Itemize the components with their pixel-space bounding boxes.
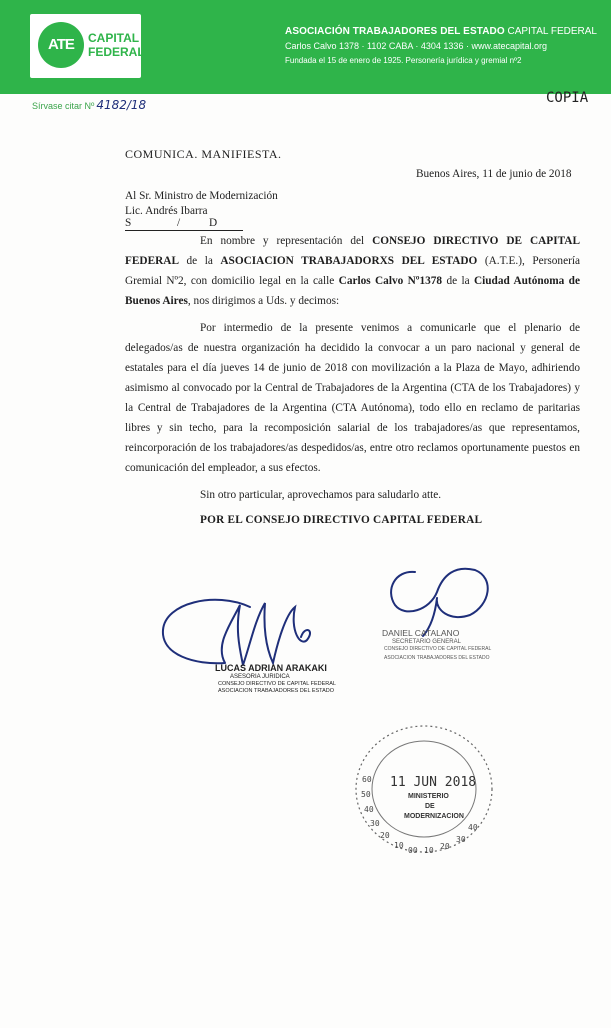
logo-branch-text: [88, 31, 145, 59]
stamp-line-1: MINISTERIO: [408, 793, 449, 800]
signature-right-org2: ASOCIACION TRABAJADORES DEL ESTADO: [384, 655, 490, 661]
cite-number: 4182/18: [96, 98, 147, 112]
cite-label: Sírvase citar Nº: [32, 101, 95, 111]
svg-text:50: 50: [361, 790, 371, 799]
stamp-date: 11 JUN 2018: [390, 775, 477, 790]
logo-line-2: FEDERAL: [88, 45, 145, 59]
signature-left-org2: ASOCIACION TRABAJADORES DEL ESTADO: [218, 688, 335, 694]
letter-subject: COMUNICA. MANIFIESTA.: [125, 147, 282, 161]
signature-left-name: LUCAS ADRIAN ARAKAKI: [215, 663, 327, 673]
svg-text:20: 20: [440, 842, 450, 851]
p1-text-a: En nombre y representación del: [200, 235, 373, 247]
signature-left-role: ASESORIA JURIDICA: [230, 674, 290, 680]
p1-council: CONSEJO DIRECTIVO DE CAPITAL FEDERAL: [125, 235, 580, 267]
svg-text:00: 00: [408, 846, 418, 855]
p1-text-g: de la: [442, 275, 474, 287]
signature-left-org1: CONSEJO DIRECTIVO DE CAPITAL FEDERAL: [218, 681, 336, 687]
signature-right-name: DANIEL CATALANO: [382, 628, 460, 638]
svg-text:40: 40: [364, 805, 374, 814]
org-branch: CAPITAL FEDERAL: [507, 26, 597, 37]
cite-reference: [32, 98, 146, 112]
logo-line-1: CAPITAL: [88, 31, 140, 45]
recipient-name: Lic. Andrés Ibarra: [125, 205, 208, 217]
p1-address: Carlos Calvo Nº1378: [338, 275, 443, 287]
letter-date: Buenos Aires, 11 de junio de 2018: [416, 168, 572, 180]
org-address: Carlos Calvo 1378 · 1102 CABA · 4304 1336 · www.atecapital.org: [285, 41, 547, 51]
letterhead-info: [285, 26, 597, 65]
signature-right-role: SECRETARIO GENERAL: [392, 639, 461, 645]
p1-city: Ciudad Autónoma de Buenos Aires: [125, 275, 580, 307]
stamp-line-2: DE: [425, 803, 435, 810]
p1-text-c: de la: [178, 255, 221, 267]
recipient-title: Al Sr. Ministro de Modernización: [125, 190, 278, 202]
closing-line: Sin otro particular, aprovechamos para saludarlo atte.: [200, 489, 442, 501]
org-name: ASOCIACIÓN TRABAJADORES DEL ESTADO: [285, 26, 505, 37]
org-founded: Fundada el 15 de enero de 1925. Personería jurídica y gremial nº2: [285, 56, 522, 65]
letterhead: [0, 0, 611, 94]
svg-text:20: 20: [380, 831, 390, 840]
org-title: [285, 26, 597, 37]
svg-text:60: 60: [362, 775, 372, 784]
ate-logo: [30, 14, 145, 78]
sd-line: [125, 217, 243, 231]
p1-association: ASOCIACION TRABAJADORXS DEL ESTADO: [220, 255, 478, 267]
paragraph-intro: [125, 231, 580, 311]
ate-logo-mark: ATE: [38, 22, 84, 68]
svg-text:10: 10: [424, 846, 434, 855]
signature-right-org1: CONSEJO DIRECTIVO DE CAPITAL FEDERAL: [384, 646, 492, 652]
council-signoff: POR EL CONSEJO DIRECTIVO CAPITAL FEDERAL: [200, 514, 483, 526]
sd-d: D: [209, 217, 218, 229]
svg-text:30: 30: [370, 819, 380, 828]
stamp-line-3: MODERNIZACION: [404, 813, 464, 820]
paragraph-body: Por intermedio de la presente venimos a comunicarle que el plenario de delegados/as de nuestra organización ha decidido la convocar a un paro nacional y general de estatales para el día jueves 14 de junio de 2018 con movilización a la Plaza de Mayo, adhiriendo asimismo al convocado por la Central de Trabajadores de la Argentina (CTA de los Trabajadores) y la Central de Trabajadores de la Argentina (CTA Autónoma), todo ello en reclamo de paritarias libres y sin techo, para la recomposición salarial de los trabajadores/as que representamos, reincorporación de los trabajadores/as despedidos/as, entre otro reclamos oportunamente puestos en comunicación del empleador, a sus efectos.: [125, 322, 580, 474]
svg-text:30: 30: [456, 835, 466, 844]
p1-text-e: (A.T.E.), Personería Gremial Nº2, con domicilio legal en la calle: [125, 255, 581, 287]
svg-text:10: 10: [394, 841, 404, 850]
svg-text:40: 40: [468, 823, 478, 832]
sd-slash: /: [177, 217, 181, 229]
p1-text-i: , nos dirigimos a Uds. y decimos:: [187, 295, 340, 307]
sd-s: S: [125, 217, 132, 229]
copy-mark: COPIA: [546, 90, 589, 106]
